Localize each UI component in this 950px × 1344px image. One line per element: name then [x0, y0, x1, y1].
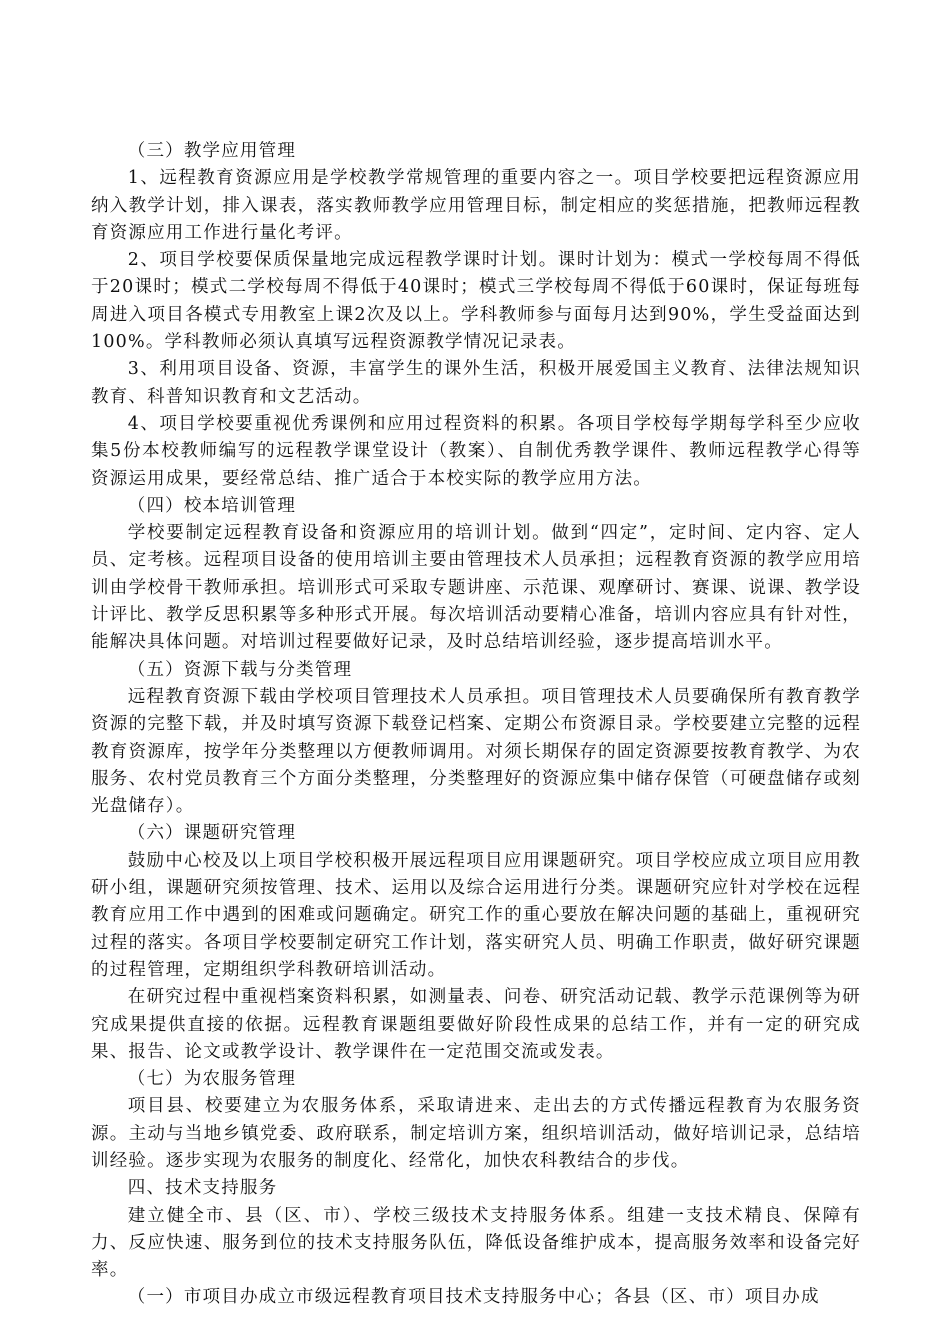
section-heading-teaching-application: （三）教学应用管理	[127, 141, 297, 161]
paragraph: 项目县、校要建立为农服务体系，采取请进来、走出去的方式传播远程教育为农服务资源。主动与当地乡镇党委、政府联系，制定培训方案，组织培训活动，做好培训记录，总结培训经验。逐步实现为农服务的制度化、经常化，加快农科教结合的步伐。	[91, 1096, 861, 1171]
paragraph: 4、项目学校要重视优秀课例和应用过程资料的积累。各项目学校每学期每学科至少应收集5份本校教师编写的远程教学课堂设计（教案）、自制优秀教学课件、教师远程教学心得等资源运用成果，要经常总结、推广适合于本校实际的教学应用方法。	[91, 413, 861, 489]
section-heading-research: （六）课题研究管理	[127, 823, 297, 844]
paragraph: 学校要制定远程教育设备和资源应用的培训计划。做到“四定”，定时间、定内容、定人员、定考核。远程项目设备的使用培训主要由管理技术人员承担；远程教育资源的教学应用培训由学校骨干教师承担。培训形式可采取专题讲座、示范课、观摩研讨、赛课、说课、教学设计评比、教学反思积累等多种形式开展。每次培训活动要精心准备，培训内容应具有针对性，能解决具体问题。对培训过程要做好记录，及时总结培训经验，逐步提高培训水平。	[91, 523, 861, 653]
paragraph: 鼓励中心校及以上项目学校积极开展远程项目应用课题研究。项目学校应成立项目应用教研小组，课题研究须按管理、技术、运用以及综合运用进行分类。课题研究应针对学校在远程教育应用工作中遇到的困难或问题确定。研究工作的重心要放在解决问题的基础上，重视研究过程的落实。各项目学校要制定研究工作计划，落实研究人员、明确工作职责，做好研究课题的过程管理，定期组织学科教研培训活动。	[91, 850, 861, 980]
section-heading-school-training: （四）校本培训管理	[127, 495, 297, 516]
paragraph: 远程教育资源下载由学校项目管理技术人员承担。项目管理技术人员要确保所有教育教学资源的完整下载，并及时填写资源下载登记档案、定期公布资源目录。学校要建立完整的远程教育资源库，按学年分类整理以方便教师调用。对须长期保存的固定资源要按教育教学、为农服务、农村党员教育三个方面分类整理，分类整理好的资源应集中储存保管（可硬盘储存或刻光盘储存）。	[91, 686, 861, 817]
paragraph: 2、项目学校要保质保量地完成远程教学课时计划。课时计划为：模式一学校每周不得低于20课时；模式二学校每周不得低于40课时；模式三学校每周不得低于60课时，保证每班每周进入项目各模式专用教室上课2次及以上。学科教师参与面每月达到90%，学生受益面达到100%。学科教师必须认真填写远程资源教学情况记录表。	[91, 250, 861, 353]
paragraph: 在研究过程中重视档案资料积累，如测量表、问卷、研究活动记载、教学示范课例等为研究成果提供直接的依据。远程教育课题组要做好阶段性成果的总结工作，并有一定的研究成果、报告、论文或教学设计、教学课件在一定范围交流或发表。	[91, 987, 861, 1062]
section-heading-technical-support: 四、技术支持服务	[127, 1178, 278, 1199]
section-heading-resource-download: （五）资源下载与分类管理	[127, 659, 353, 680]
section-heading-farmer-service: （七）为农服务管理	[127, 1069, 297, 1090]
paragraph: 1、远程教育资源应用是学校教学常规管理的重要内容之一。项目学校要把远程资源应用纳入教学计划，排入课表，落实教师教学应用管理目标，制定相应的奖惩措施，把教师远程教育资源应用工作进行量化考评。	[91, 168, 861, 243]
paragraph: 3、利用项目设备、资源，丰富学生的课外生活，积极开展爱国主义教育、法律法规知识教育、科普知识教育和文艺活动。	[91, 359, 861, 407]
paragraph: 建立健全市、县（区、市）、学校三级技术支持服务体系。组建一支技术精良、保障有力、反应快速、服务到位的技术支持服务队伍，降低设备维护成本，提高服务效率和设备完好率。	[91, 1205, 861, 1281]
paragraph: （一）市项目办成立市级远程教育项目技术支持服务中心；各县（区、市）项目办成	[127, 1287, 820, 1308]
document-body	[91, 138, 861, 1312]
